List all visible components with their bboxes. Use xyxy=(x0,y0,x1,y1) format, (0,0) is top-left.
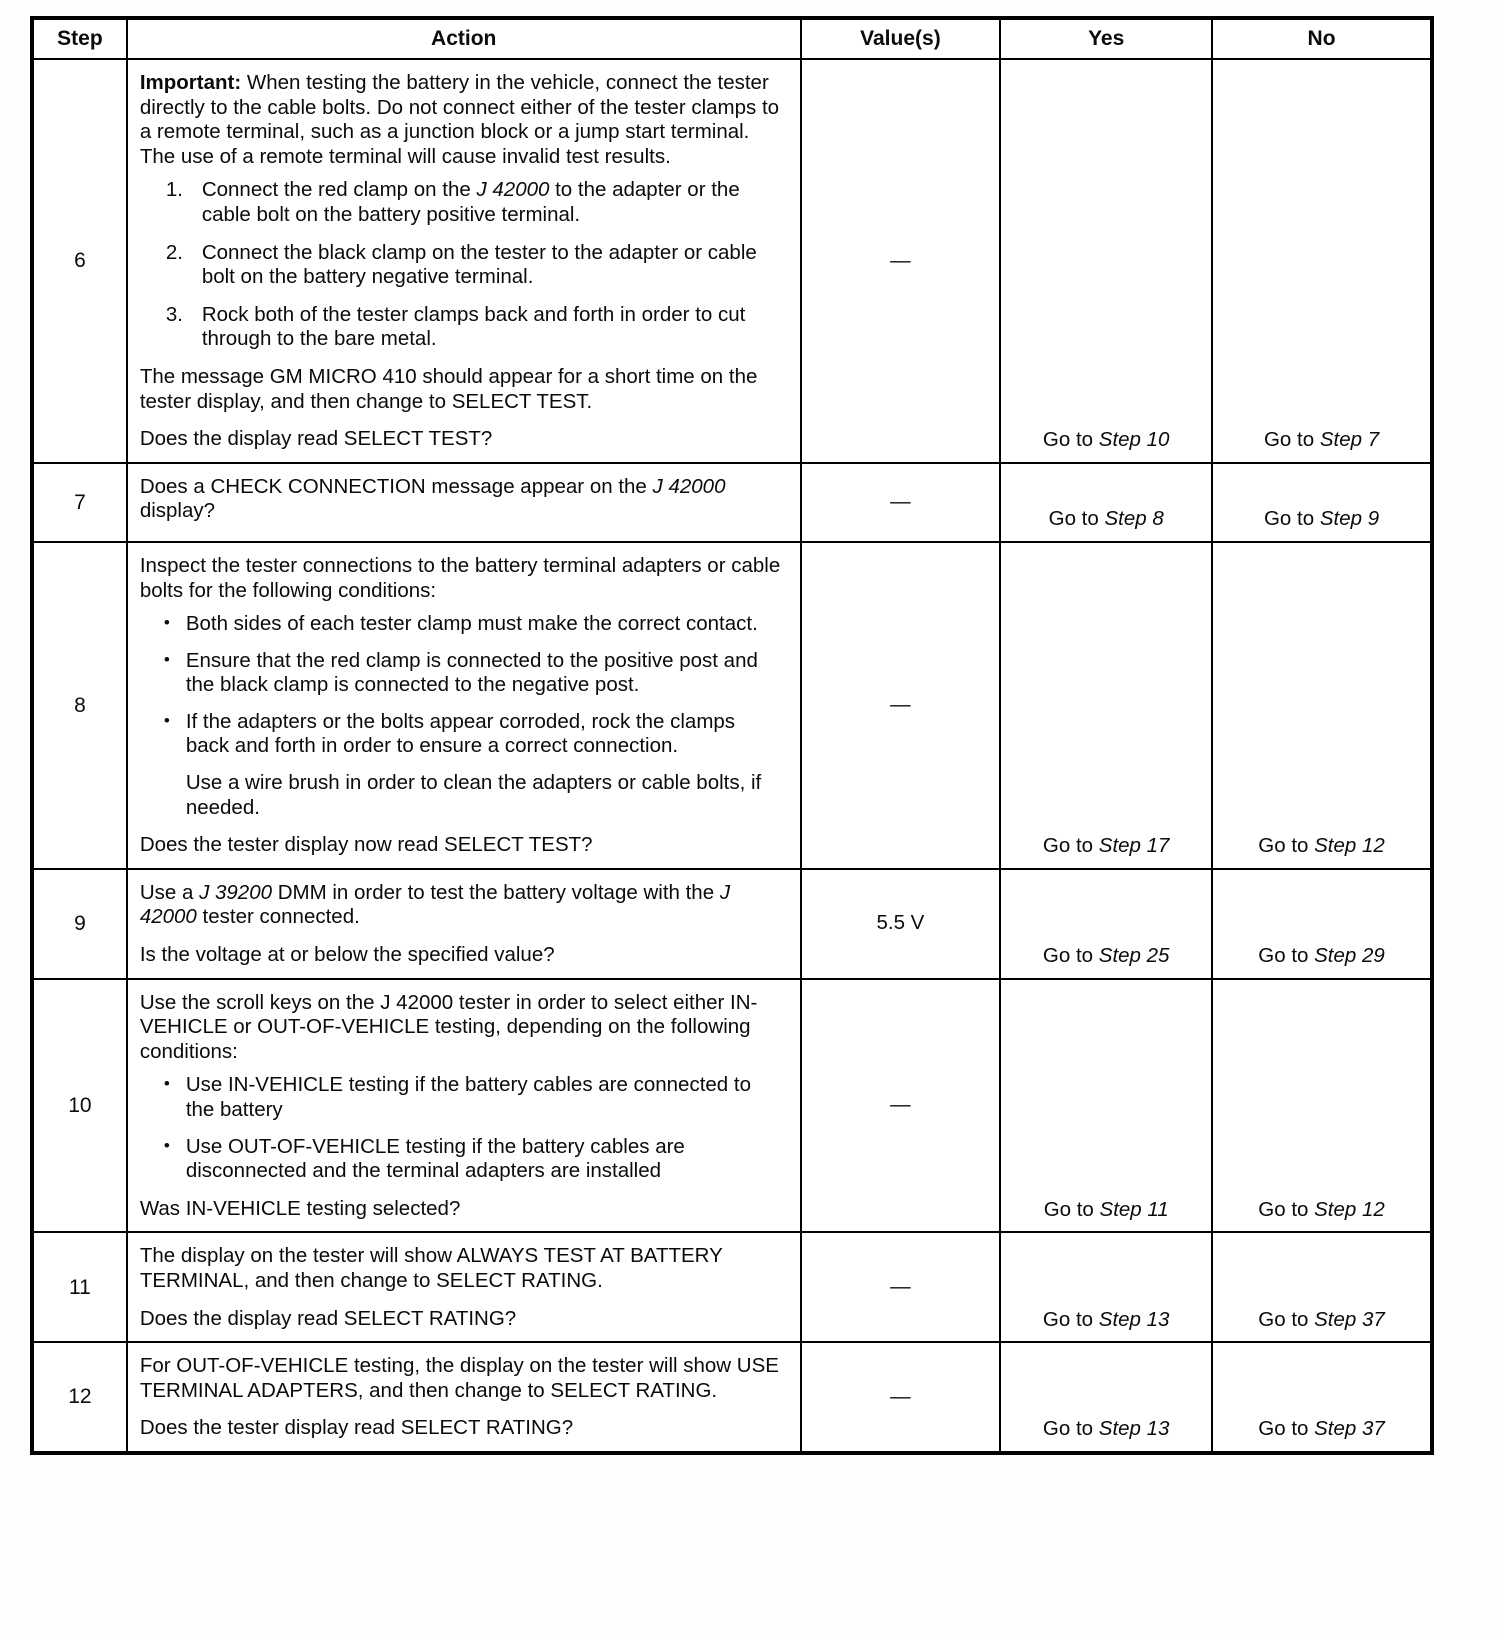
action-paragraph xyxy=(140,991,784,1065)
step-reference: Step 7 xyxy=(1319,428,1380,452)
list-item-text xyxy=(186,1135,685,1183)
text-segment: Use OUT-OF-VEHICLE testing if the battery cables are disconnected and the terminal adapters are installed xyxy=(185,1134,685,1183)
yes-cell xyxy=(1000,869,1212,979)
table-row xyxy=(32,59,1432,463)
step-reference: Step 25 xyxy=(1098,944,1170,968)
step-cell: 6 xyxy=(32,59,127,463)
table-row xyxy=(32,463,1432,542)
action-cell xyxy=(127,979,801,1233)
value-cell: — xyxy=(801,1232,1001,1342)
action-paragraph xyxy=(140,365,784,414)
go-to-label: Go to xyxy=(1263,507,1320,531)
text-segment: Is the voltage at or below the specified value? xyxy=(139,943,555,967)
text-segment: If the adapters or the bolts appear corroded, rock the clamps back and forth in order to ensure a correct connection. xyxy=(185,709,736,758)
list-item-text xyxy=(202,178,740,226)
step-reference: Step 17 xyxy=(1098,834,1170,858)
table-row xyxy=(32,1232,1432,1342)
go-to-label: Go to xyxy=(1258,944,1315,968)
text-segment: J 42000 xyxy=(476,178,550,202)
list-item-text xyxy=(202,303,746,351)
text-segment: Inspect the tester connections to the battery terminal adapters or cable bolts for the following conditions: xyxy=(139,553,781,602)
bullet-icon: • xyxy=(163,1074,170,1094)
go-to-label: Go to xyxy=(1042,1307,1099,1331)
step-reference: Step 11 xyxy=(1099,1197,1169,1221)
table-row xyxy=(32,1342,1432,1453)
value-cell: — xyxy=(801,542,1001,869)
yes-cell xyxy=(1000,463,1212,542)
action-paragraph xyxy=(140,1354,784,1403)
column-header-values: Value(s) xyxy=(801,18,1001,59)
yes-cell xyxy=(1000,59,1212,463)
no-cell xyxy=(1212,463,1432,542)
step-cell: 7 xyxy=(32,463,127,542)
step-cell: 8 xyxy=(32,542,127,869)
step-reference: Step 9 xyxy=(1319,507,1380,531)
text-segment: to the adapter or the cable bolt on the battery positive terminal. xyxy=(201,178,740,226)
go-to-label: Go to xyxy=(1258,1197,1315,1221)
action-question xyxy=(140,943,784,968)
value-cell: — xyxy=(801,979,1001,1233)
no-cell xyxy=(1212,979,1432,1233)
text-segment: Ensure that the red clamp is connected to the positive post and the black clamp is connected to the negative post. xyxy=(185,648,758,697)
text-segment: J 42000 xyxy=(139,880,731,929)
no-cell xyxy=(1212,542,1432,869)
text-segment: tester connected. xyxy=(196,905,360,929)
no-cell xyxy=(1212,59,1432,463)
action-list-item xyxy=(140,303,784,352)
action-list-item xyxy=(140,1135,784,1184)
list-item-text xyxy=(186,710,735,758)
action-paragraph xyxy=(140,881,784,930)
step-reference: Step 29 xyxy=(1314,944,1385,968)
step-reference: Step 12 xyxy=(1314,834,1385,858)
bullet-icon: • xyxy=(163,710,170,730)
action-list-item xyxy=(140,649,784,698)
column-header-no: No xyxy=(1212,18,1432,59)
action-paragraph xyxy=(186,771,784,820)
go-to-label: Go to xyxy=(1263,428,1320,452)
text-segment: Use the scroll keys on the J 42000 tester in order to select either IN-VEHICLE or OUT-OF-VEHICLE testing, depending on the following conditions: xyxy=(139,990,758,1063)
table-row xyxy=(32,979,1432,1233)
action-paragraph xyxy=(140,554,784,603)
list-item-text xyxy=(186,612,758,635)
yes-cell xyxy=(1000,542,1212,869)
table-body xyxy=(32,59,1432,1453)
text-segment: When testing the battery in the vehicle, connect the tester directly to the cable bolts. Do not connect either of the tester clamps to a remote terminal, such as a junction block or a jump start terminal. The use of a remote terminal will cause invalid test results. xyxy=(139,71,780,168)
text-segment: Connect the red clamp on the xyxy=(201,178,477,202)
text-segment: Use a wire brush in order to clean the adapters or cable bolts, if needed. xyxy=(185,771,762,819)
list-item-text xyxy=(186,649,758,697)
action-list-item xyxy=(140,241,784,290)
go-to-label: Go to xyxy=(1258,1417,1315,1441)
text-segment: Does a CHECK CONNECTION message appear on the xyxy=(139,474,653,498)
action-question xyxy=(140,427,784,452)
action-question xyxy=(140,1197,784,1222)
go-to-label: Go to xyxy=(1043,1197,1100,1221)
list-item-text xyxy=(202,241,757,289)
list-number: 3. xyxy=(165,302,183,326)
step-reference: Step 12 xyxy=(1314,1197,1385,1221)
action-list-item xyxy=(140,1073,784,1122)
text-segment: Use IN-VEHICLE testing if the battery cables are connected to the battery xyxy=(185,1073,751,1121)
bullet-list xyxy=(140,612,784,759)
step-reference: Step 8 xyxy=(1104,507,1164,531)
column-header-step: Step xyxy=(32,18,127,59)
text-segment: Was IN-VEHICLE testing selected? xyxy=(139,1196,461,1220)
step-cell: 10 xyxy=(32,979,127,1233)
bullet-icon: • xyxy=(163,649,170,669)
action-cell xyxy=(127,542,801,869)
action-list-item xyxy=(140,178,784,227)
table-row xyxy=(32,542,1432,869)
action-question xyxy=(140,833,784,858)
text-segment: DMM in order to test the battery voltage with the xyxy=(272,880,720,904)
step-cell: 12 xyxy=(32,1342,127,1453)
column-header-yes: Yes xyxy=(1000,18,1212,59)
no-cell xyxy=(1212,869,1432,979)
yes-cell xyxy=(1000,979,1212,1233)
go-to-label: Go to xyxy=(1048,507,1105,531)
text-segment: Does the tester display read SELECT RATING? xyxy=(139,1416,574,1440)
text-segment: The display on the tester will show ALWAYS TEST AT BATTERY TERMINAL, and then change to SELECT RATING. xyxy=(139,1244,723,1292)
no-cell xyxy=(1212,1342,1432,1453)
action-cell xyxy=(127,59,801,463)
step-reference: Step 13 xyxy=(1098,1307,1170,1331)
go-to-label: Go to xyxy=(1258,1307,1315,1331)
action-paragraph xyxy=(140,71,784,169)
diagnostic-table xyxy=(30,16,1434,1455)
bullet-icon: • xyxy=(163,1135,170,1155)
step-cell: 11 xyxy=(32,1232,127,1342)
step-reference: Step 37 xyxy=(1314,1307,1385,1331)
text-segment: Connect the black clamp on the tester to the adapter or cable bolt on the battery negative terminal. xyxy=(201,240,757,289)
list-number: 2. xyxy=(165,240,183,264)
text-segment: Does the display read SELECT RATING? xyxy=(139,1306,517,1330)
text-segment: Does the display read SELECT TEST? xyxy=(139,427,493,451)
text-segment: J 42000 xyxy=(652,474,726,498)
action-paragraph xyxy=(140,475,784,524)
go-to-label: Go to xyxy=(1042,834,1099,858)
text-segment: Both sides of each tester clamp must make the correct contact. xyxy=(185,612,758,636)
action-cell xyxy=(127,1342,801,1453)
step-cell: 9 xyxy=(32,869,127,979)
table-header xyxy=(32,18,1432,59)
no-cell xyxy=(1212,1232,1432,1342)
text-segment: Rock both of the tester clamps back and forth in order to cut through to the bare metal. xyxy=(201,302,746,351)
column-header-action: Action xyxy=(127,18,801,59)
value-cell: — xyxy=(801,59,1001,463)
value-cell: — xyxy=(801,463,1001,542)
text-segment: The message GM MICRO 410 should appear for a short time on the tester display, and then change to SELECT TEST. xyxy=(139,364,758,413)
list-number: 1. xyxy=(165,178,183,202)
yes-cell xyxy=(1000,1232,1212,1342)
step-reference: Step 37 xyxy=(1314,1417,1385,1441)
action-list-item xyxy=(140,710,784,759)
text-segment: Does the tester display now read SELECT TEST? xyxy=(139,833,593,857)
action-paragraph xyxy=(140,1244,784,1293)
value-cell: — xyxy=(801,1342,1001,1453)
header-row xyxy=(32,18,1432,59)
text-segment: J 39200 xyxy=(199,880,273,904)
numbered-list xyxy=(140,178,784,352)
step-reference: Step 13 xyxy=(1098,1417,1170,1441)
step-reference: Step 10 xyxy=(1098,428,1170,452)
go-to-label: Go to xyxy=(1258,834,1315,858)
bullet-icon: • xyxy=(163,613,170,633)
go-to-label: Go to xyxy=(1042,1417,1099,1441)
yes-cell xyxy=(1000,1342,1212,1453)
go-to-label: Go to xyxy=(1042,944,1099,968)
action-question xyxy=(140,1307,784,1332)
list-item-text xyxy=(186,1073,751,1121)
action-cell xyxy=(127,1232,801,1342)
go-to-label: Go to xyxy=(1042,428,1099,452)
text-segment: Use a xyxy=(139,880,200,904)
text-segment: Important: xyxy=(139,71,242,94)
action-cell xyxy=(127,463,801,542)
bullet-list xyxy=(140,1073,784,1183)
table-row xyxy=(32,869,1432,979)
action-question xyxy=(140,1416,784,1441)
text-segment: display? xyxy=(139,499,216,523)
action-cell xyxy=(127,869,801,979)
action-list-item xyxy=(140,612,784,637)
text-segment: For OUT-OF-VEHICLE testing, the display on the tester will show USE TERMINAL ADAPTERS, and then change to SELECT RATING. xyxy=(139,1354,779,1402)
value-cell: 5.5 V xyxy=(801,869,1001,979)
